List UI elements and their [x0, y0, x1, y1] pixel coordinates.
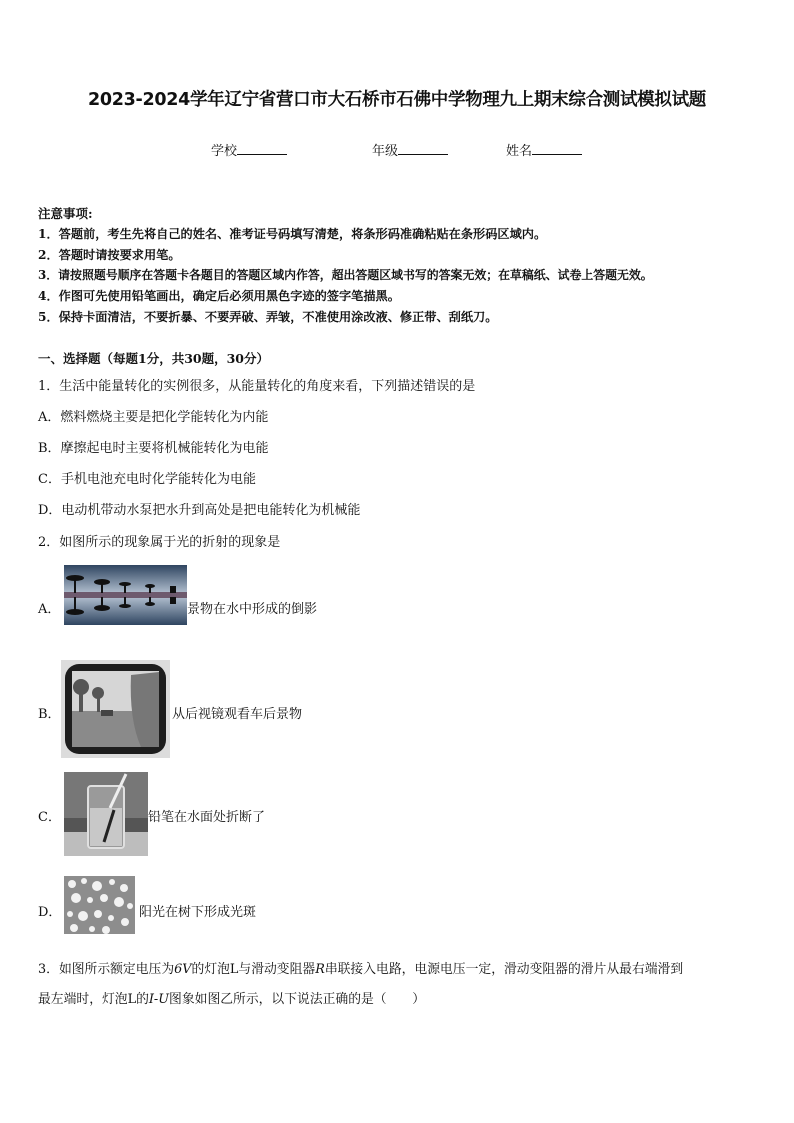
grade-field	[372, 140, 448, 159]
light-spots-under-tree-photo	[64, 876, 135, 934]
q2-option-a-text: 景物在水中形成的倒影	[187, 602, 318, 617]
note-item: 2．答题时请按要求用笔。	[38, 248, 181, 262]
question-2-stem: 2．如图所示的现象属于光的折射的现象是	[38, 535, 281, 550]
question-3-line-1	[38, 958, 683, 977]
q2-option-b-text: 从后视镜观看车后景物	[172, 707, 303, 722]
exam-title: 2023-2024学年辽宁省营口市大石桥市石佛中学物理九上期末综合测试模拟试题	[88, 90, 706, 110]
note-item: 1．答题前，考生先将自己的姓名、准考证号码填写清楚，将条形码准确粘贴在条形码区域内。	[38, 227, 547, 241]
name-field	[506, 140, 582, 159]
grade-label: 年级	[372, 144, 399, 159]
q2-option-d-letter: D．	[38, 905, 62, 920]
school-field	[211, 140, 287, 159]
q3-text: 3．如图所示额定电压为	[38, 962, 175, 977]
q2-option-b-letter: B．	[38, 707, 61, 722]
school-blank[interactable]	[237, 142, 287, 155]
name-label: 姓名	[506, 144, 533, 159]
q3-voltage: 6V	[174, 962, 192, 977]
question-1-stem: 1．生活中能量转化的实例很多，从能量转化的角度来看，下列描述错误的是	[38, 379, 476, 394]
q3-resistor-symbol: R	[315, 962, 325, 977]
note-item: 4．作图可先使用铅笔画出，确定后必须用黑色字迹的签字笔描黑。	[38, 289, 400, 303]
rearview-mirror-photo	[61, 660, 170, 758]
q2-option-a-letter: A．	[38, 602, 61, 617]
note-item: 3．请按照题号顺序在答题卡各题目的答题区域内作答，超出答题区域书写的答案无效；在草稿纸、试卷上答题无效。	[38, 268, 653, 282]
q3-iu-symbol: I-U	[148, 992, 170, 1007]
notes-heading: 注意事项:	[38, 206, 93, 221]
school-label: 学校	[211, 144, 238, 159]
q3-text: 串联接入电路，电源电压一定，滑动变阻器的滑片从最右端滑到	[324, 962, 684, 977]
q1-option-a: A．燃料燃烧主要是把化学能转化为内能	[38, 410, 269, 425]
q2-option-d-text: 阳光在树下形成光斑	[139, 905, 257, 920]
q3-text: 图象如图乙所示，以下说法正确的是（ ）	[169, 992, 425, 1007]
q2-option-c-letter: C．	[38, 810, 61, 825]
reflection-in-water-photo	[64, 565, 187, 625]
pencil-in-water-photo	[64, 772, 148, 856]
grade-blank[interactable]	[398, 142, 448, 155]
q1-option-c: C．手机电池充电时化学能转化为电能	[38, 472, 256, 487]
q3-text: 最左端时，灯泡L的	[38, 992, 149, 1007]
q1-option-d: D．电动机带动水泵把水升到高处是把电能转化为机械能	[38, 503, 361, 518]
q3-text: 的灯泡L与滑动变阻器	[191, 962, 316, 977]
section-heading: 一、选择题（每题1分，共30题，30分）	[38, 351, 269, 366]
name-blank[interactable]	[532, 142, 582, 155]
q2-option-c-text: 铅笔在水面处折断了	[148, 810, 266, 825]
q1-option-b: B．摩擦起电时主要将机械能转化为电能	[38, 441, 269, 456]
note-item: 5．保持卡面清洁，不要折暴、不要弄破、弄皱，不准使用涂改液、修正带、刮纸刀。	[38, 310, 498, 324]
question-3-line-2	[38, 988, 425, 1007]
